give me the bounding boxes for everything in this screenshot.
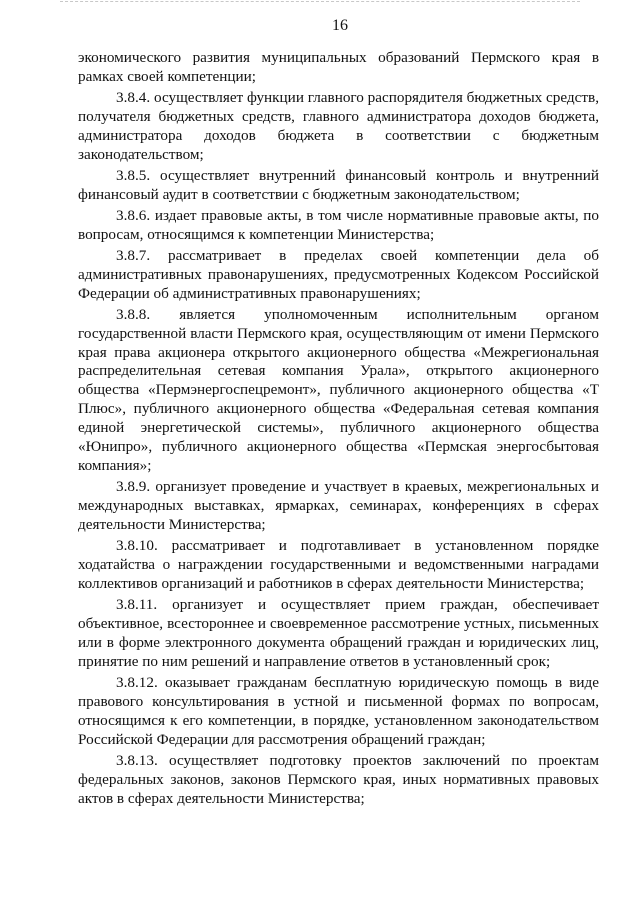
document-body [78, 49, 599, 811]
paragraph-number: 3.8.9. [116, 478, 151, 496]
paragraph-number: 3.8.10. [116, 537, 158, 555]
paragraph-3-8-11 [78, 596, 599, 672]
paragraph-3-8-6 [78, 207, 599, 245]
paragraph-number: 3.8.13. [116, 751, 158, 769]
paragraph-3-8-8 [78, 306, 599, 477]
scan-edge-line [60, 1, 580, 2]
paragraph-3-8-9 [78, 478, 599, 535]
paragraph-number: 3.8.5. [116, 166, 151, 184]
paragraph-number: 3.8.8. [116, 305, 151, 323]
paragraph-text: организует и осуществляет прием граждан, обеспечивает объективное, всестороннее и своевременное рассмотрение устных, письменных или в форме электронного документа обращений граждан и юридических лиц, принятие по ним решений и направление ответов в установленный срок; [78, 596, 599, 670]
paragraph-3-8-12 [78, 674, 599, 750]
paragraph-3-8-5 [78, 167, 599, 205]
paragraph-text: осуществляет подготовку проектов заключений по проектам федеральных законов, законов Пермского края, иных нормативных правовых актов в сферах деятельности Министерства; [78, 751, 600, 807]
paragraph-number: 3.8.6. [116, 206, 151, 224]
paragraph-3-8-13 [78, 752, 599, 809]
paragraph-3-8-4 [78, 89, 599, 165]
paragraph-text: осуществляет внутренний финансовый контроль и внутренний финансовый аудит в соответствии с бюджетным законодательством; [78, 166, 599, 203]
paragraph-text: является уполномоченным исполнительным органом государственной власти Пермского края, осуществляющим от имени Пермского края права акционера открытого акционерного общества «Межрегиональная распределительная сетевая компания Урала», открытого акционерного общества «Пермэнергоспецремонт», публичного акционерного общества «Т Плюс», публичного акционерного общества «Федеральная сетевая компания единой энергетической системы», публичного акционерного общества «Юнипро», публичного акционерного общества «Пермская энергосбытовая компания»; [78, 305, 599, 475]
paragraph-3-8-7 [78, 247, 599, 304]
paragraph-number: 3.8.7. [116, 246, 151, 264]
page-number: 16 [332, 17, 348, 34]
paragraph-text: осуществляет функции главного распорядителя бюджетных средств, получателя бюджетных средств, главного администратора доходов бюджета, администратора доходов бюджета в соответствии с бюджетным законодательством; [78, 88, 600, 163]
paragraph-text: экономического развития муниципальных образований Пермского края в рамках своей компетенции; [78, 49, 599, 85]
paragraph-number: 3.8.12. [116, 673, 158, 691]
paragraph-text: рассматривает в пределах своей компетенции дела об административных правонарушениях, предусмотренных Кодексом Российской Федерации об административных правонарушениях; [78, 246, 600, 302]
paragraph-text: оказывает гражданам бесплатную юридическую помощь в виде правового консультирования в устной и письменной формах по вопросам, относящимся к его компетенции, в порядке, установленном законодательством Российской Федерации для рассмотрения обращений граждан; [78, 673, 600, 748]
paragraph-number: 3.8.4. [116, 88, 151, 106]
paragraph-text: рассматривает и подготавливает в установленном порядке ходатайства о награждении государственными и ведомственными наградами коллективов организаций и работников в сферах деятельности Министерства; [78, 537, 600, 593]
paragraph-continuation [78, 49, 599, 87]
paragraph-text: организует проведение и участвует в краевых, межрегиональных и международных выставках, ярмарках, семинарах, конференциях в сферах деятельности Министерства; [78, 478, 599, 534]
paragraph-number: 3.8.11. [116, 596, 158, 614]
paragraph-text: издает правовые акты, в том числе нормативные правовые акты, по вопросам, относящимся к компетенции Министерства; [78, 206, 600, 243]
paragraph-3-8-10 [78, 537, 599, 594]
